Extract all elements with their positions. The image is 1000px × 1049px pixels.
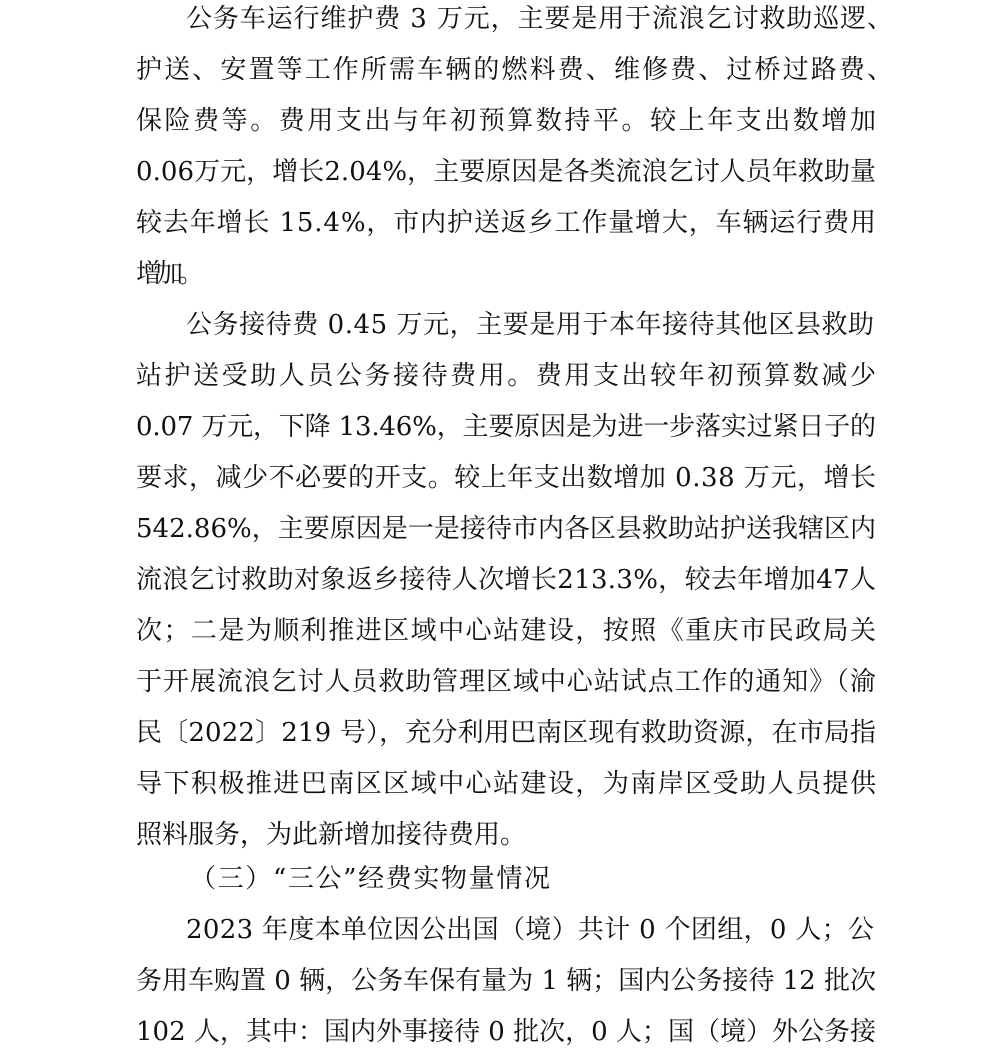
text-line: 站护送受助人员公务接待费用。费用支出较年初预算数减少 bbox=[136, 361, 879, 391]
text-line: 公务接待费 0.45 万元，主要是用于本年接待其他区县救助 bbox=[186, 310, 875, 340]
text-line: 于开展流浪乞讨人员救助管理区域中心站试点工作的通知》（渝 bbox=[136, 667, 877, 697]
text-line: 公务车运行维护费 3 万元，主要是用于流浪乞讨救助巡逻、 bbox=[186, 4, 894, 34]
text-line: 542.86%，主要原因是一是接待市内各区县救助站护送我辖区内 bbox=[136, 514, 877, 544]
text-line: 导下积极推进巴南区区域中心站建设，为南岸区受助人员提供 bbox=[136, 769, 878, 799]
text-line: 较去年增长 15.4%，市内护送返乡工作量增大，车辆运行费用 bbox=[136, 208, 877, 238]
text-line: 保险费等。费用支出与年初预算数持平。较上年支出数增加 bbox=[136, 106, 879, 136]
text-line: 102 人，其中：国内外事接待 0 批次，0 人；国（境）外公务接 bbox=[136, 1017, 876, 1047]
text-line: 要求，减少不必要的开支。较上年支出数增加 0.38 万元，增长 bbox=[136, 463, 877, 493]
text-line: 护送、安置等工作所需车辆的燃料费、维修费、过桥过路费、 bbox=[136, 55, 896, 85]
text-line: 务用车购置 0 辆，公务车保有量为 1 辆；国内公务接待 12 批次 bbox=[136, 966, 876, 996]
text-line: 0.07 万元，下降 13.46%，主要原因是为进一步落实过紧日子的 bbox=[136, 412, 876, 442]
text-line: 0.06万元，增长2.04%，主要原因是各类流浪乞讨人员年救助量 bbox=[136, 157, 877, 187]
text-line: 2023 年度本单位因公出国（境）共计 0 个团组，0 人；公 bbox=[186, 915, 875, 945]
text-line: 照料服务，为此新增加接待费用。 bbox=[136, 820, 526, 850]
text-line: 民〔2022〕219 号），充分利用巴南区现有救助资源，在市局指 bbox=[136, 718, 877, 748]
text-line: 次；二是为顺利推进区域中心站建设，按照《重庆市民政局关 bbox=[136, 616, 878, 646]
text-line: 增加。 bbox=[136, 259, 199, 289]
text-line: （三）“三公”经费实物量情况 bbox=[190, 864, 552, 894]
text-line: 流浪乞讨救助对象返乡接待人次增长213.3%，较去年增加47人 bbox=[136, 565, 877, 595]
